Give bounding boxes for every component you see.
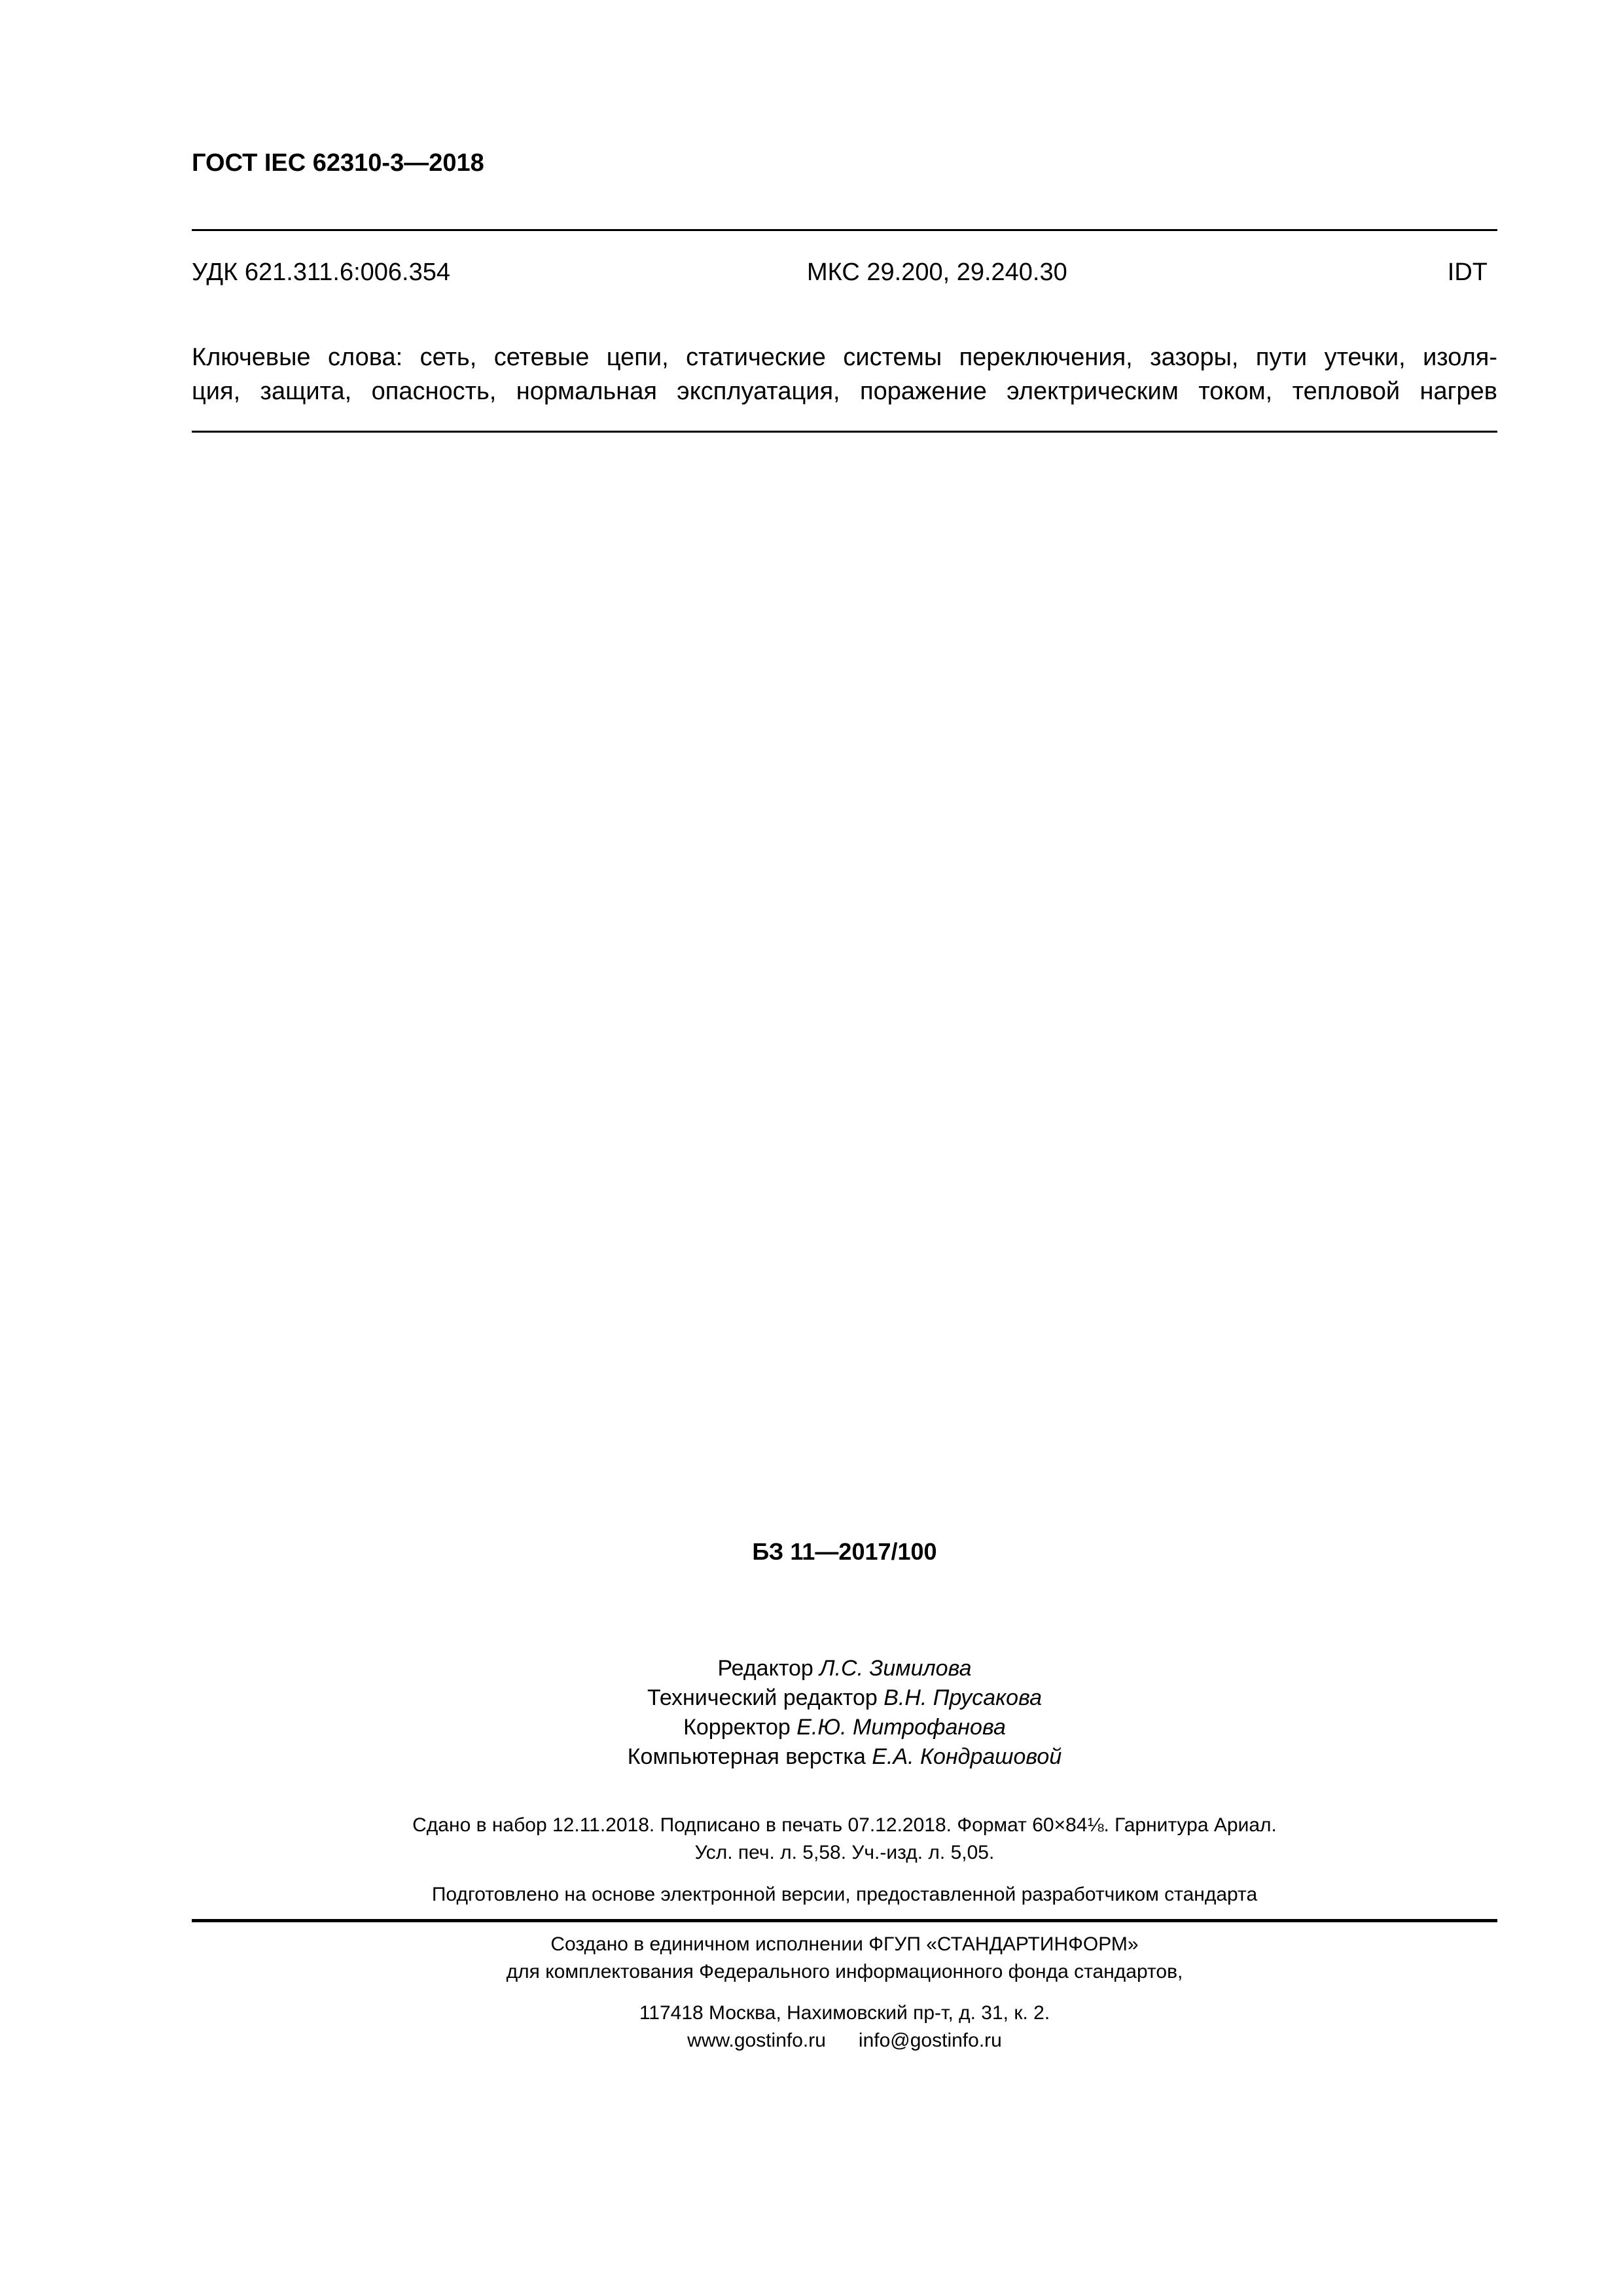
- staff-line-tech-editor: [192, 1683, 1497, 1713]
- created-line-2: для комплектования Федерального информационного фонда стандартов,: [506, 1961, 1183, 1982]
- staff-role: Корректор: [683, 1715, 791, 1740]
- web-contacts: [192, 2027, 1497, 2054]
- udk-code: УДК 621.311.6:006.354: [192, 259, 451, 286]
- top-divider: [192, 229, 1497, 231]
- staff-role: Компьютерная верстка: [627, 1744, 866, 1769]
- idt-mark: IDT: [1447, 259, 1488, 286]
- contacts-block: [192, 2000, 1497, 2054]
- website-link[interactable]: www.gostinfo.ru: [687, 2030, 826, 2051]
- postal-address: 117418 Москва, Нахимовский пр-т, д. 31, к. 2.: [639, 2002, 1050, 2024]
- publication-line-2: Усл. печ. л. 5,58. Уч.-изд. л. 5,05.: [694, 1842, 995, 1863]
- standard-code-header: ГОСТ IEC 62310-3—2018: [192, 149, 484, 177]
- footer-divider: [192, 1919, 1497, 1922]
- publication-line-1: Сдано в набор 12.11.2018. Подписано в печать 07.12.2018. Формат 60×84⅛. Гарнитура Ариал.: [412, 1814, 1277, 1836]
- publication-info: [192, 1812, 1497, 1867]
- email-link[interactable]: info@gostinfo.ru: [858, 2030, 1002, 2051]
- staff-name: Е.Ю. Митрофанова: [796, 1715, 1006, 1740]
- staff-name: Л.С. Зимилова: [819, 1656, 972, 1681]
- bz-number: БЗ 11—2017/100: [752, 1538, 937, 1565]
- keywords-line-1: Ключевые слова: сеть, сетевые цепи, статические системы переключения, зазоры, пути утечки, изоля-: [192, 344, 1497, 371]
- staff-line-editor: [192, 1654, 1497, 1683]
- staff-role: Редактор: [717, 1656, 813, 1681]
- keywords-divider: [192, 431, 1497, 433]
- created-line-1: Создано в единичном исполнении ФГУП «СТАНДАРТИНФОРМ»: [550, 1933, 1139, 1955]
- prepared-note: Подготовлено на основе электронной версии, предоставленной разработчиком стандарта: [431, 1884, 1258, 1905]
- staff-role: Технический редактор: [647, 1685, 878, 1710]
- staff-name: В.Н. Прусакова: [883, 1685, 1043, 1710]
- created-note: [192, 1931, 1497, 1986]
- mks-code: МКС 29.200, 29.240.30: [807, 259, 1067, 286]
- keywords-line-2: ция, защита, опасность, нормальная эксплуатация, поражение электрическим током, тепловой нагрев: [192, 378, 1497, 405]
- staff-name: Е.А. Кондрашовой: [872, 1744, 1062, 1769]
- keywords-block: [192, 340, 1497, 408]
- staff-credits: [192, 1654, 1497, 1772]
- staff-line-corrector: [192, 1713, 1497, 1742]
- staff-line-layout: [192, 1742, 1497, 1772]
